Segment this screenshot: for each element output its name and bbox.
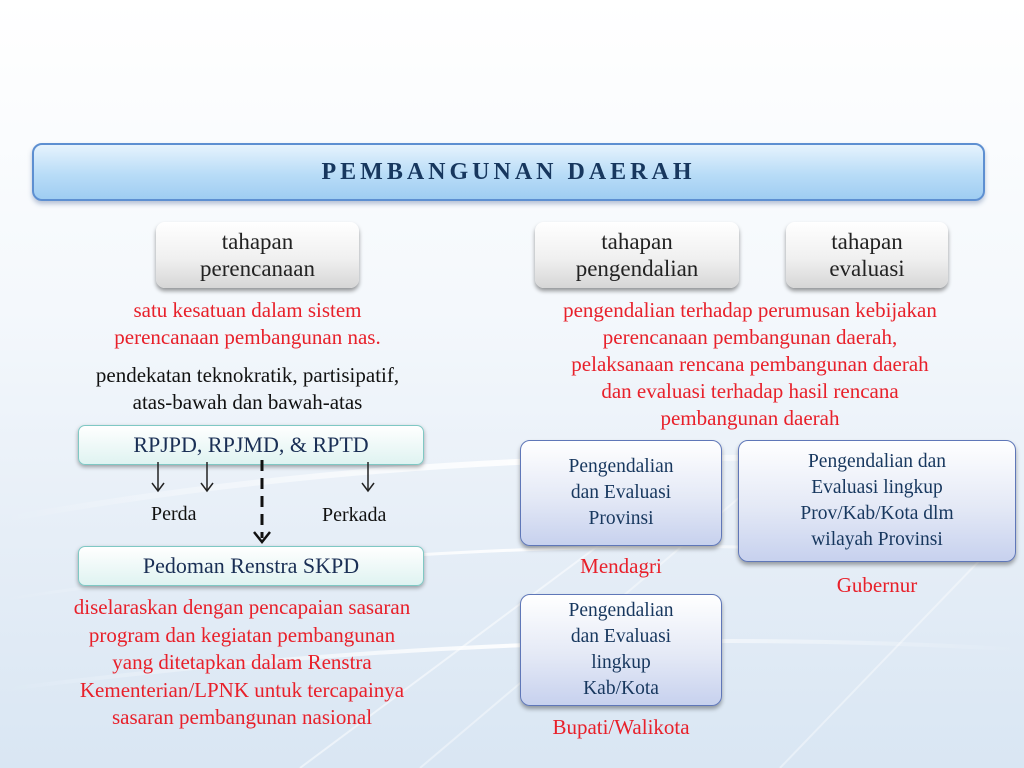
perda-label: Perda	[151, 503, 197, 525]
label-mendagri: Mendagri	[580, 554, 662, 578]
label-bupati-walikota: Bupati/Walikota	[552, 715, 690, 739]
box-line: Pengendalian	[568, 600, 674, 621]
alignment-line: diselaraskan dengan pencapaian sasaran	[73, 595, 411, 619]
stage-perencanaan-line1: tahapan	[221, 229, 294, 254]
box-pengendalian-prov-kab	[738, 440, 1016, 562]
box-line: Prov/Kab/Kota dlm	[800, 503, 954, 524]
box-line: Provinsi	[588, 508, 654, 529]
alignment-line: sasaran pembangunan nasional	[111, 705, 373, 729]
box-pengendalian-kabkota	[520, 594, 722, 706]
planning-red-line: satu kesatuan dalam sistem	[133, 298, 362, 322]
box-line: Pengendalian	[568, 456, 674, 477]
control-red-line: perencanaan pembangunan daerah,	[602, 325, 898, 349]
box-line: Evaluasi lingkup	[811, 477, 943, 498]
pedoman-box: Pedoman Renstra SKPD	[78, 546, 424, 586]
stage-pengendalian-line2: pengendalian	[575, 256, 699, 281]
approach-line: pendekatan teknokratik, partisipatif,	[95, 363, 400, 387]
stage-perencanaan-line2: perencanaan	[200, 256, 315, 281]
label-gubernur: Gubernur	[836, 573, 918, 597]
box-line: Pengendalian dan	[807, 451, 947, 472]
alignment-line: Kementerian/LPNK untuk tercapainya	[79, 677, 405, 702]
control-red-line: pelaksanaan rencana pembangunan daerah	[571, 352, 929, 376]
control-red-line: pembangunan daerah	[660, 406, 840, 430]
approach-line: atas-bawah dan bawah-atas	[132, 390, 363, 414]
control-red-description	[486, 297, 1014, 432]
control-red-line: pengendalian terhadap perumusan kebijakan	[563, 298, 937, 322]
docs-box: RPJPD, RPJMD, & RPTD	[78, 425, 424, 465]
box-pengendalian-provinsi	[520, 440, 722, 546]
control-red-line: dan evaluasi terhadap hasil rencana	[601, 379, 899, 403]
box-line: dan Evaluasi	[570, 626, 672, 647]
alignment-line: program dan kegiatan pembangunan	[88, 622, 396, 647]
perkada-label: Perkada	[322, 504, 387, 526]
stage-evaluasi-line1: tahapan	[831, 229, 903, 254]
stage-pengendalian-line1: tahapan	[601, 229, 673, 254]
stage-evaluasi-line2: evaluasi	[829, 256, 905, 281]
box-line: wilayah Provinsi	[811, 529, 943, 550]
box-line: Kab/Kota	[583, 678, 659, 699]
planning-red-line: perencanaan pembangunan nas.	[114, 325, 381, 349]
alignment-line: yang ditetapkan dalam Renstra	[112, 650, 372, 674]
page-title: PEMBANGUNAN DAERAH	[321, 158, 696, 185]
box-line: lingkup	[591, 652, 651, 673]
box-line: dan Evaluasi	[570, 482, 672, 503]
